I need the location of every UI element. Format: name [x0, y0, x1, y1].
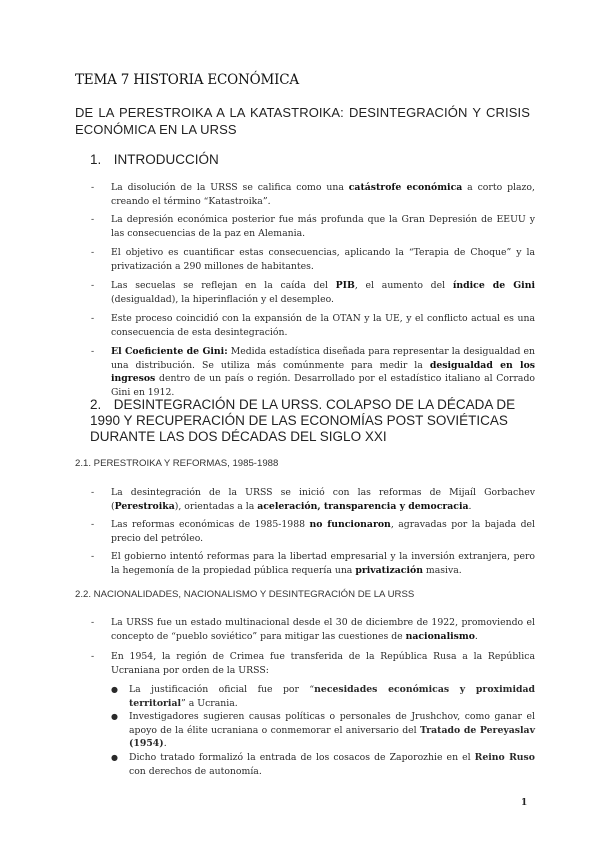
- dash-bullet-icon: -: [91, 551, 95, 562]
- bold-emphasis: PIB: [335, 280, 355, 291]
- list-item-text: El gobierno intentó reformas para la libertad empresarial y la inversión extranjera, pero la hegemonía de la propiedad pública requería una privatización masiva.: [111, 551, 535, 576]
- list-item-text: En 1954, la región de Crimea fue transferida de la República Rusa a la República Ucraniana por orden de la URSS:: [111, 651, 535, 676]
- list-item: [75, 279, 535, 306]
- dash-bullet-icon: -: [91, 214, 95, 225]
- list-item-text: Las reformas económicas de 1985-1988 no funcionaron, agravadas por la bajada del precio del petróleo.: [111, 519, 536, 544]
- list-item-text: La disolución de la URSS se califica como una catástrofe económica a corto plazo, creando el término “Katastroika”.: [111, 182, 535, 207]
- list-item-text: La URSS fue un estado multinacional desde el 30 de diciembre de 1922, promoviendo el concepto de “pueblo soviético” para mitigar las cuestiones de nacionalismo.: [111, 617, 535, 642]
- section-number: 2.: [90, 397, 102, 412]
- list-item: [75, 550, 535, 577]
- bold-emphasis: aceleración, transparencia y democracia: [257, 500, 469, 512]
- round-bullet-icon: ●: [111, 712, 118, 721]
- document-title: TEMA 7 HISTORIA ECONÓMICA: [75, 72, 299, 88]
- sub-list-item: [111, 683, 535, 710]
- section-number: 1.: [90, 152, 102, 167]
- section-title: INTRODUCCIÓN: [113, 152, 219, 167]
- list-item: [75, 616, 535, 643]
- page-number: 1: [521, 798, 528, 808]
- sub-list-item: [111, 710, 535, 751]
- dash-bullet-icon: -: [91, 487, 95, 498]
- dash-bullet-icon: -: [91, 617, 95, 628]
- list-item: [75, 650, 535, 677]
- sub-list-item-text: Dicho tratado formalizó la entrada de los cosacos de Zaporozhie en el Reino Ruso con derechos de autonomía.: [129, 752, 535, 777]
- list-item: [75, 345, 535, 399]
- list-item: [75, 486, 535, 513]
- section-heading-desintegracion: [90, 397, 535, 445]
- bold-emphasis: El Coeficiente de Gini:: [111, 346, 228, 357]
- sub-list-item: [111, 751, 535, 778]
- list-item: [75, 518, 535, 545]
- bold-emphasis: Tratado de Pereyaslav (1954): [129, 724, 535, 749]
- subsection-heading-2-1: 2.1. PERESTROIKA Y REFORMAS, 1985-1988: [75, 458, 279, 469]
- dash-bullet-icon: -: [91, 280, 95, 291]
- dash-bullet-icon: -: [91, 313, 95, 324]
- list-item: [75, 312, 535, 339]
- list-item-text: El objetivo es cuantificar estas consecuencias, aplicando la “Terapia de Choque” y la privatización a 290 millones de habitantes.: [111, 247, 535, 272]
- bold-emphasis: privatización: [355, 564, 423, 576]
- subsection-heading-2-2: 2.2. NACIONALIDADES, NACIONALISMO Y DESINTEGRACIÓN DE LA URSS: [75, 589, 415, 600]
- sub-list-item-text: Investigadores sugieren causas políticas o personales de Jrushchov, como ganar el apoyo de la élite ucraniana o conmemorar el aniversario del Tratado de Pereyaslav (1954).: [129, 711, 535, 749]
- section-title: DESINTEGRACIÓN DE LA URSS. COLAPSO DE LA DÉCADA DE 1990 Y RECUPERACIÓN DE LAS ECONOMÍAS POST SOVIÉTICAS DURANTE LAS DOS DÉCADAS DEL SIGLO XXI: [90, 397, 516, 444]
- dash-bullet-icon: -: [91, 182, 95, 193]
- list-item-text: La desintegración de la URSS se inició con las reformas de Mijaíl Gorbachev (Perestroika), orientadas a la aceleración, transparencia y democracia.: [111, 487, 535, 512]
- bold-emphasis: catástrofe económica: [348, 182, 463, 193]
- list-item-text: Las secuelas se reflejan en la caída del PIB, el aumento del índice de Gini (desigualdad), la hiperinflación y el desempleo.: [111, 280, 535, 305]
- bold-emphasis: Perestroika: [114, 500, 175, 512]
- list-item-text: La depresión económica posterior fue más profunda que la Gran Depresión de EEUU y las consecuencias de la paz en Alemania.: [111, 214, 535, 239]
- list-item-text: El Coeficiente de Gini: Medida estadística diseñada para representar la desigualdad en una distribución. Se utiliza más comúnmente para medir la desigualdad en los ingresos dentro de un país o región. Desarrollado por el estadístico italiano al Corrado Gini en 1912.: [111, 346, 536, 398]
- dash-bullet-icon: -: [91, 651, 95, 662]
- list-item: [75, 246, 535, 273]
- list-item: [75, 213, 535, 240]
- list-item: [75, 181, 535, 208]
- bold-emphasis: nacionalismo: [405, 630, 475, 642]
- section-heading-introduccion: [90, 152, 535, 168]
- dash-bullet-icon: -: [91, 519, 95, 530]
- bold-emphasis: necesidades económicas y proximidad territorial: [129, 684, 535, 709]
- round-bullet-icon: ●: [111, 685, 118, 694]
- round-bullet-icon: ●: [111, 753, 118, 762]
- bold-emphasis: no funcionaron: [309, 519, 391, 530]
- dash-bullet-icon: -: [91, 247, 95, 258]
- sub-list-item-text: La justificación oficial fue por “necesidades económicas y proximidad territorial” a Ucrania.: [129, 684, 535, 709]
- document-subtitle: DE LA PERESTROIKA A LA KATASTROIKA: DESINTEGRACIÓN Y CRISIS ECONÓMICA EN LA URSS: [75, 105, 530, 137]
- bold-emphasis: desigualdad en los ingresos: [111, 359, 536, 384]
- dash-bullet-icon: -: [91, 346, 95, 357]
- list-item-text: Este proceso coincidió con la expansión de la OTAN y la UE, y el conflicto actual es una consecuencia de esta desintegración.: [111, 313, 535, 338]
- bold-emphasis: Reino Ruso: [474, 752, 535, 763]
- bold-emphasis: índice de Gini: [452, 280, 535, 291]
